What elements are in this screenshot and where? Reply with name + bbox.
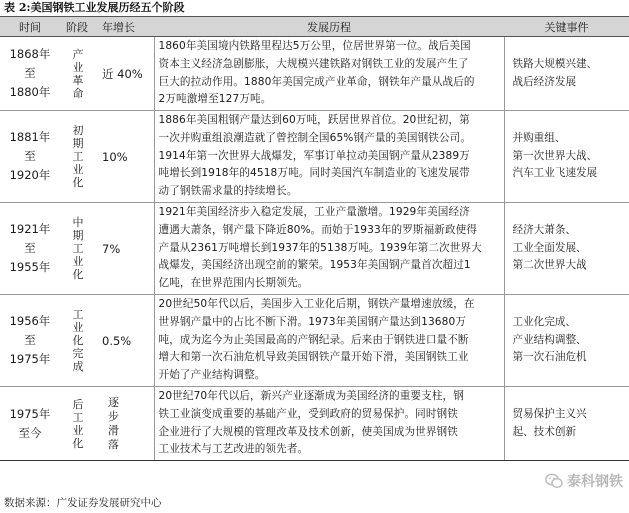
time-start: 1956年 xyxy=(9,314,51,328)
time-cell xyxy=(0,387,60,461)
events-cell: 并购重组、 第一次世界大战、 汽车工业飞速发展 xyxy=(504,111,629,203)
watermark xyxy=(545,471,623,491)
time-end: 1920年 xyxy=(9,168,51,182)
header-stage: 阶段 xyxy=(60,17,96,37)
growth-cell: 0.5% xyxy=(96,295,154,387)
table-row xyxy=(0,203,629,295)
stage-cell: 产业革命 xyxy=(60,37,96,111)
time-to: 至 xyxy=(24,333,36,347)
time-cell xyxy=(0,111,60,203)
time-cell xyxy=(0,295,60,387)
time-end: 1955年 xyxy=(9,260,51,274)
history-cell: 20世纪70年代以后，新兴产业逐渐成为美国经济的重要支柱，钢 铁工业演变成重要的基础产业，受到政府的贸易保护。同时钢铁 企业进行了大规模的管理改革及技术创新，使美国成为世界钢铁 工业技术与工艺改进的领先者。 xyxy=(154,387,504,461)
header-growth: 年增长 xyxy=(96,17,154,37)
time-to: 至 xyxy=(24,66,36,80)
growth-cell: 逐步滑落 xyxy=(96,387,154,461)
table-title: 表 2:美国钢铁工业发展历经五个阶段 xyxy=(4,1,185,14)
time-start: 1868年 xyxy=(9,47,51,61)
time-end: 1880年 xyxy=(9,85,51,99)
stage-cell: 后工业化 xyxy=(60,387,96,461)
header-row xyxy=(0,17,629,37)
growth-cell: 近 40% xyxy=(96,37,154,111)
wechat-icon xyxy=(545,473,563,489)
stage-cell: 中期工业化 xyxy=(60,203,96,295)
watermark-text: 泰科钢铁 xyxy=(567,474,623,490)
table-row xyxy=(0,387,629,461)
time-start: 1921年 xyxy=(9,222,51,236)
table-row xyxy=(0,295,629,387)
time-end: 1975年 xyxy=(9,352,51,366)
history-cell: 20世纪50年代以后，美国步入工业化后期，钢铁产量增速放缓，在 世界钢产量中的占比不断下滑。1973年美国钢产量达到13680万 吨，成为迄今为止美国最高的产钢纪录。后来由于钢铁进口量不断 增大和第一次石油危机导致美国钢铁产量开始下滑，美国钢铁工业 开始了产业结构调整。 xyxy=(154,295,504,387)
time-start: 1975年 xyxy=(9,406,51,421)
time-end: 至今 xyxy=(18,425,42,440)
events-cell: 经济大萧条、 工业全面发展、 第二次世界大战 xyxy=(504,203,629,295)
steel-stages-table xyxy=(0,16,629,461)
growth-cell: 10% xyxy=(96,111,154,203)
history-cell: 1860年美国境内铁路里程达5万公里，位居世界第一位。战后美国 资本主义经济急剧膨胀，大规模兴建铁路对钢铁工业的发展产生了 巨大的拉动作用。1880年美国完成产业革命，钢铁年产量从战后的 2万吨激增至127万吨。 xyxy=(154,37,504,111)
header-events: 关键事件 xyxy=(504,17,629,37)
history-cell: 1921年美国经济步入稳定发展，工业产量激增。1929年美国经济 遭遇大萧条，钢产量下降近80%。而始于1933年的罗斯福新政使得 产量从2361万吨增长到1937年的5138万吨。1939年第二次世界大 战爆发，美国经济出现空前的繁荣。1953年美国钢产量首次超过1 亿吨，在世界范围内长期领先。 xyxy=(154,203,504,295)
time-to: 至 xyxy=(24,241,36,255)
table-row xyxy=(0,111,629,203)
stage-cell: 工业化完成 xyxy=(60,295,96,387)
events-cell: 铁路大规模兴建、 战后经济发展 xyxy=(504,37,629,111)
history-cell: 1886年美国粗钢产量达到60万吨，跃居世界首位。20世纪初，第 一次并购重组浪潮造就了曾控制全国65%钢产量的美国钢铁公司。 1914年第一次世界大战爆发，军事订单拉动美国钢产量从2389万 吨增长到1918年的4518万吨。同时美国汽车制造业的飞速发展带 动了钢铁需求量的持续增长。 xyxy=(154,111,504,203)
events-cell: 贸易保护主义兴 起、技术创新 xyxy=(504,387,629,461)
time-cell xyxy=(0,37,60,111)
data-source: 数据来源：广发证券发展研究中心 xyxy=(4,497,162,509)
header-history: 发展历程 xyxy=(154,17,504,37)
time-to: 至 xyxy=(24,149,36,163)
time-start: 1881年 xyxy=(9,130,51,144)
stage-cell: 初期工业化 xyxy=(60,111,96,203)
table-row xyxy=(0,37,629,111)
growth-cell: 7% xyxy=(96,203,154,295)
time-cell xyxy=(0,203,60,295)
header-time: 时间 xyxy=(0,17,60,37)
events-cell: 工业化完成、 产业结构调整、 第一次石油危机 xyxy=(504,295,629,387)
